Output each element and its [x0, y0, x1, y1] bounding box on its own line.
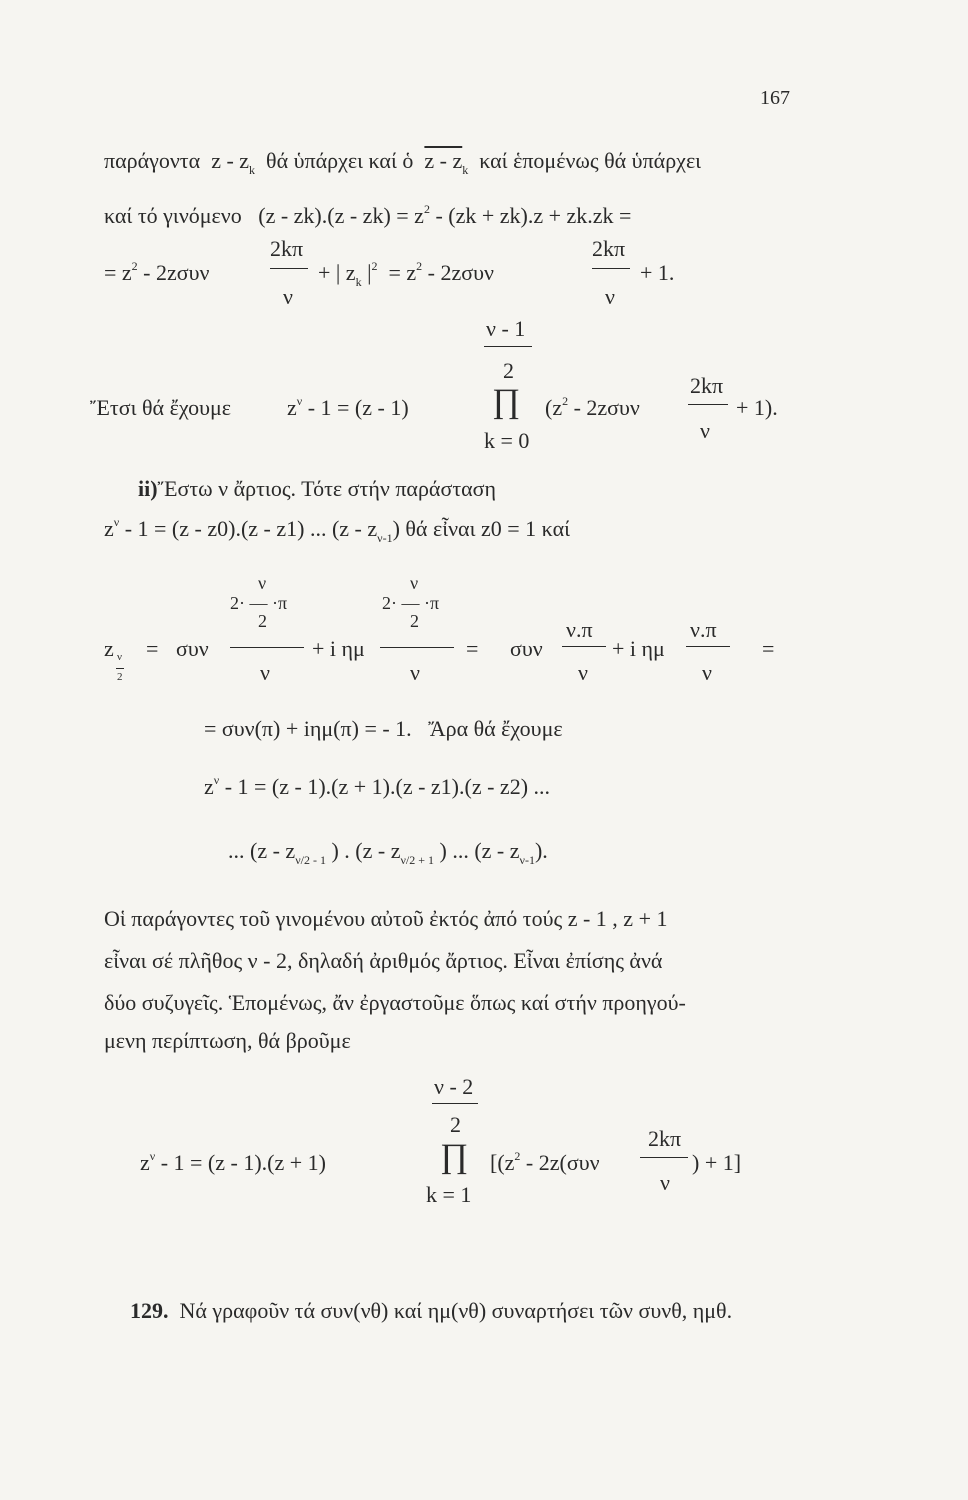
eq2-term: (z	[545, 395, 563, 420]
eq2-intro: Ἔτσι θά ἔχουμε	[90, 395, 232, 420]
subscript: k	[355, 275, 362, 289]
superscript: ν	[113, 515, 120, 529]
fraction-denominator: ν	[410, 660, 420, 685]
eq7-term: [(z	[490, 1150, 515, 1175]
subscript: ν/2 + 1	[400, 853, 434, 867]
fraction-bar	[270, 268, 308, 269]
superscript: 2	[371, 259, 378, 273]
eq2-lhs	[287, 394, 409, 420]
paragraph-line-1	[104, 148, 702, 177]
eq7-term: - 1 = (z - 1).(z + 1)	[160, 1150, 327, 1175]
eq1-term: + | z	[318, 260, 356, 285]
case-text: Ἔστω ν ἄρτιος. Τότε στήν παράσταση	[157, 476, 497, 501]
paragraph2-line-2: εἶναι σέ πλῆθος ν - 2, δηλαδή ἀριθμός ἄρτιος. Εἶναι ἐπίσης ἀνά	[104, 948, 663, 973]
equals-sign: =	[466, 636, 479, 661]
eq7-term: - 2z(συν	[525, 1150, 600, 1175]
product-lower: k = 1	[426, 1182, 472, 1207]
inner-numerator: ν	[258, 573, 267, 593]
fraction-denominator: ν	[578, 660, 588, 685]
text-segment: καί ἑπομένως θά ὑπάρχει	[479, 148, 702, 173]
superscript: ν	[213, 773, 220, 787]
math-expression: - (zk + zk).z + zk.zk =	[435, 203, 632, 228]
eq2-term: + 1).	[736, 395, 778, 420]
paragraph2-line-3: δύο συζυγεῖς. Ἑπομένως, ἄν ἐργαστοῦμε ὅπως καί στήν προηγού-	[104, 990, 686, 1015]
inner-fraction: 2· — ·π	[382, 593, 440, 613]
subscript: ν-1	[377, 531, 393, 545]
subscript-denominator: 2	[117, 671, 123, 683]
product-upper-denominator: 2	[450, 1112, 461, 1137]
exercise-129	[130, 1300, 732, 1322]
equals-sign: =	[146, 636, 159, 661]
fraction-bar	[380, 647, 454, 648]
math-var: z	[104, 516, 114, 541]
subscript-numerator: ν	[117, 651, 122, 663]
equals-sign: =	[762, 636, 775, 661]
eq7-lhs	[140, 1149, 327, 1175]
paragraph2-line-1: Οἱ παράγοντες τοῦ γινομένου αὐτοῦ ἐκτός ἀπό τούς z - 1 , z + 1	[104, 906, 668, 931]
text-segment: καί τό γινόμενο	[104, 203, 242, 228]
fraction-bar	[484, 346, 532, 347]
product-upper-numerator: ν - 1	[486, 316, 526, 341]
cos-function: συν	[510, 636, 543, 661]
eq1-term: |	[367, 260, 372, 285]
math-var: z	[140, 1150, 150, 1175]
fraction-numerator: 2kπ	[648, 1126, 682, 1151]
fraction-bar	[230, 647, 304, 648]
exercise-number: 129.	[130, 1298, 169, 1323]
eq4-tail: Ἄρα θά ἔχουμε	[428, 716, 563, 741]
math-factor: z - z	[424, 148, 463, 173]
superscript: 2	[514, 1149, 521, 1163]
subscript: ν/2 - 1	[295, 853, 326, 867]
fraction-numerator: ν.π	[690, 617, 717, 642]
superscript: 2	[131, 259, 138, 273]
fraction-denominator: ν	[283, 284, 293, 309]
cos-function: συν	[176, 636, 209, 661]
eq6-term: ).	[534, 838, 548, 863]
subscript: k	[462, 163, 469, 177]
product-upper-numerator: ν - 2	[434, 1074, 474, 1099]
page-number: 167	[760, 87, 790, 109]
eq2-term: - 1 = (z - 1)	[307, 395, 409, 420]
case-label: ii)	[138, 476, 158, 501]
fraction-numerator: 2kπ	[592, 236, 626, 261]
math-expression: - 1 = (z - z0).(z - z1) ... (z - z	[124, 516, 378, 541]
fraction-denominator: ν	[660, 1170, 670, 1195]
superscript: 2	[423, 202, 430, 216]
eq1-term: = z	[388, 260, 417, 285]
fraction-bar	[640, 1157, 688, 1158]
fraction-denominator: ν	[605, 284, 615, 309]
fraction-denominator: ν	[702, 660, 712, 685]
eq7-rhs	[490, 1149, 600, 1175]
math-var: z	[204, 774, 214, 799]
eq6-term: ... (z - z	[228, 838, 296, 863]
fraction-numerator: ν.π	[566, 617, 593, 642]
inner-denominator: 2	[258, 611, 267, 631]
superscript: ν	[296, 394, 303, 408]
eq1-term: - 2zσυν	[143, 260, 210, 285]
fraction-bar	[562, 646, 606, 647]
eq4-expression: = συν(π) + iημ(π) = - 1.	[204, 716, 412, 741]
case2-heading	[138, 478, 496, 500]
eq1-term: - 2zσυν	[427, 260, 494, 285]
fraction-bar	[686, 646, 730, 647]
inner-fraction: 2· — ·π	[230, 593, 288, 613]
math-var: z	[104, 636, 114, 661]
case2-line-2	[104, 515, 571, 545]
eq1-part	[104, 259, 210, 285]
math-var: z	[287, 395, 297, 420]
superscript: ν	[149, 1149, 156, 1163]
product-lower: k = 0	[484, 428, 530, 453]
eq2-term: - 2zσυν	[573, 395, 640, 420]
equation-6	[228, 838, 548, 867]
superscript: 2	[562, 394, 569, 408]
paragraph2-line-4: μενη περίπτωση, θά βροῦμε	[104, 1028, 351, 1053]
eq6-term: ) . (z - z	[331, 838, 401, 863]
paragraph-line-2	[104, 202, 632, 228]
text-segment: παράγοντα	[104, 148, 201, 173]
fraction-bar	[116, 668, 124, 669]
fraction-denominator: ν	[700, 418, 710, 443]
eq5-expression: - 1 = (z - 1).(z + 1).(z - z1).(z - z2) ...	[224, 774, 551, 799]
text-segment: θά ὑπάρχει καί ὁ	[266, 148, 414, 173]
math-expression: (z - zk).(z - zk) = z	[258, 203, 424, 228]
equation-4	[204, 718, 563, 740]
math-expression: ) θά εἶναι z0 = 1 καί	[392, 516, 571, 541]
fraction-bar	[432, 1103, 478, 1104]
eq3-term: + i ημ	[612, 636, 665, 661]
subscript: ν-1	[519, 853, 535, 867]
inner-numerator: ν	[410, 573, 419, 593]
eq2-rhs	[545, 394, 640, 420]
subscript: k	[249, 163, 256, 177]
fraction-numerator: 2kπ	[690, 373, 724, 398]
math-factor: z - z	[211, 148, 250, 173]
eq3-term: + i ημ	[312, 636, 365, 661]
eq6-term: ) ... (z - z	[439, 838, 520, 863]
equation-5	[204, 773, 551, 799]
eq1-lhs: = z	[104, 260, 132, 285]
fraction-bar	[688, 404, 728, 405]
eq1-part	[318, 259, 494, 289]
inner-denominator: 2	[410, 611, 419, 631]
eq7-term: ) + 1]	[692, 1150, 742, 1175]
product-symbol: ∏	[492, 383, 520, 420]
product-symbol: ∏	[440, 1138, 468, 1175]
fraction-denominator: ν	[260, 660, 270, 685]
fraction-bar	[592, 268, 630, 269]
superscript: 2	[416, 259, 423, 273]
eq1-term: + 1.	[640, 260, 675, 285]
product-upper-denominator: 2	[503, 358, 514, 383]
exercise-text: Νά γραφοῦν τά συν(νθ) καί ημ(νθ) συναρτήσει τῶν συνθ, ημθ.	[179, 1298, 733, 1323]
fraction-numerator: 2kπ	[270, 236, 304, 261]
